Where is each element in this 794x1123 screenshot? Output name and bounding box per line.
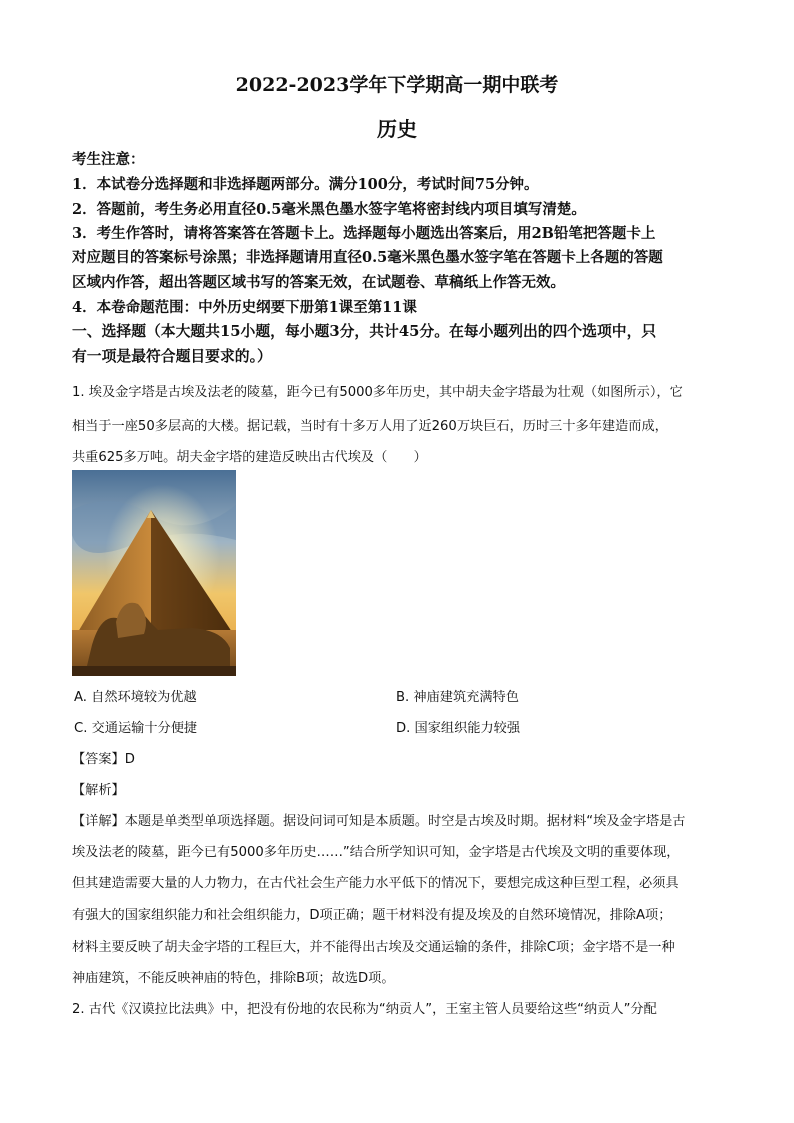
detail-line: 但其建造需要大量的人力物力，在古代社会生产能力水平低下的情况下，要想完成这种巨型工程，必须具 [72,876,679,891]
detail-line: 材料主要反映了胡夫金字塔的工程巨大，并不能得出古埃及交通运输的条件，排除C项；金字塔不是一种 [72,940,675,955]
notice-item: 4．本卷命题范围：中外历史纲要下册第1课至第11课 [72,299,417,316]
exam-title: 2022-2023学年下学期高一期中联考 [235,74,559,96]
pyramid-image [72,470,236,676]
question-1-stem: 相当于一座50多层高的大楼。据记载，当时有十多万人用了近260万块巨石，历时三十多年建造而成， [72,419,668,434]
notice-item: 对应题目的答案标号涂黑；非选择题请用直径0.5毫米黑色墨水签字笔在答题卡上各题的答题 [72,249,663,266]
notice-item: 区域内作答，超出答题区域书写的答案无效，在试题卷、草稿纸上作答无效。 [72,274,565,291]
question-1-stem: 共重625多万吨。胡夫金字塔的建造反映出古代埃及（ ） [72,450,427,465]
detail-line: 有强大的国家组织能力和社会组织能力，D项正确；题干材料没有提及埃及的自然环境情况，排除A项； [72,908,672,923]
option-c: C. 交通运输十分便捷 [74,721,198,736]
option-d: D. 国家组织能力较强 [396,721,521,736]
section-heading-cont: 有一项是最符合题目要求的。） [72,348,272,365]
answer-line: 【答案】D [72,752,135,767]
detail-line: 神庙建筑，不能反映神庙的特色，排除B项；故选D项。 [72,971,395,986]
question-1-stem: 1. 埃及金字塔是古埃及法老的陵墓，距今已有5000多年历史，其中胡夫金字塔最为壮观（如图所示），它 [72,385,683,400]
section-heading: 一、选择题（本大题共15小题，每小题3分，共计45分。在每小题列出的四个选项中，只 [72,323,657,340]
option-a: A. 自然环境较为优越 [74,690,197,705]
option-b: B. 神庙建筑充满特色 [396,690,519,705]
question-2-stem: 2. 古代《汉谟拉比法典》中，把没有份地的农民称为“纳贡人”，王室主管人员要给这些“纳贡人”分配 [72,1002,657,1017]
notice-heading: 考生注意： [72,151,145,168]
subject-title: 历史 [377,117,417,141]
analysis-label: 【解析】 [72,783,125,798]
detail-line: 【详解】本题是单类型单项选择题。据设问词可知是本质题。时空是古埃及时期。据材料“埃及金字塔是古 [72,814,686,829]
notice-item: 3．考生作答时，请将答案答在答题卡上。选择题每小题选出答案后，用2B铅笔把答题卡上 [72,225,656,242]
detail-line: 埃及法老的陵墓，距今已有5000多年历史……”结合所学知识可知，金字塔是古代埃及文明的重要体现， [72,845,680,860]
notice-item: 2．答题前，考生务必用直径0.5毫米黑色墨水签字笔将密封线内项目填写清楚。 [72,201,586,218]
notice-item: 1．本试卷分选择题和非选择题两部分。满分100分，考试时间75分钟。 [72,176,539,193]
